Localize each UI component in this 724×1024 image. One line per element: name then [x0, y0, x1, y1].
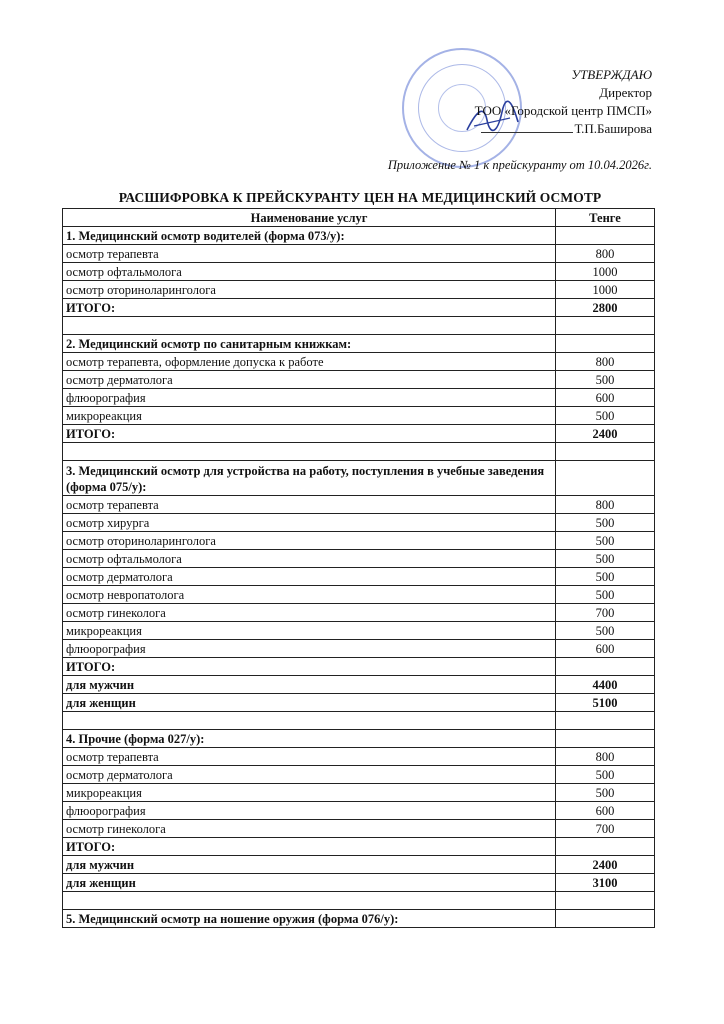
table-row	[63, 532, 655, 550]
service-name-cell: для мужчин	[63, 856, 556, 874]
price-cell: 600	[556, 802, 655, 820]
service-name-cell: для женщин	[63, 874, 556, 892]
table-row	[63, 335, 655, 353]
approval-signatory: Т.П.Баширова	[574, 121, 652, 136]
price-cell: 1000	[556, 281, 655, 299]
price-cell: 800	[556, 496, 655, 514]
column-header-price: Тенге	[556, 209, 655, 227]
price-cell	[556, 712, 655, 730]
price-cell: 500	[556, 407, 655, 425]
service-name-cell: осмотр дерматолога	[63, 371, 556, 389]
service-name-cell: микрореакция	[63, 784, 556, 802]
table-row	[63, 712, 655, 730]
price-cell: 800	[556, 748, 655, 766]
table-row	[63, 730, 655, 748]
price-cell: 500	[556, 514, 655, 532]
table-row	[63, 694, 655, 712]
price-cell	[556, 658, 655, 676]
table-row	[63, 640, 655, 658]
approval-position: Директор	[599, 85, 652, 100]
table-row	[63, 568, 655, 586]
table-row	[63, 550, 655, 568]
price-cell: 700	[556, 604, 655, 622]
service-name-cell	[63, 712, 556, 730]
price-cell	[556, 227, 655, 245]
price-cell: 3100	[556, 874, 655, 892]
table-header-row	[63, 209, 655, 227]
column-header-name: Наименование услуг	[63, 209, 556, 227]
service-name-cell: микрореакция	[63, 622, 556, 640]
price-cell: 2800	[556, 299, 655, 317]
table-row	[63, 892, 655, 910]
price-cell: 2400	[556, 425, 655, 443]
service-name-cell: осмотр офтальмолога	[63, 550, 556, 568]
service-name-cell: флюорография	[63, 802, 556, 820]
table-row	[63, 263, 655, 281]
service-name-cell: 1. Медицинский осмотр водителей (форма 073/у):	[63, 227, 556, 245]
service-name-cell: для женщин	[63, 694, 556, 712]
price-cell: 500	[556, 550, 655, 568]
service-name-cell: ИТОГО:	[63, 425, 556, 443]
service-name-cell: 4. Прочие (форма 027/у):	[63, 730, 556, 748]
table-row	[63, 910, 655, 928]
service-name-cell: флюорография	[63, 640, 556, 658]
table-row	[63, 407, 655, 425]
service-name-cell: осмотр офтальмолога	[63, 263, 556, 281]
price-cell	[556, 335, 655, 353]
table-row	[63, 586, 655, 604]
price-cell: 5100	[556, 694, 655, 712]
price-cell: 600	[556, 389, 655, 407]
table-row	[63, 245, 655, 263]
price-cell	[556, 910, 655, 928]
service-name-cell: ИТОГО:	[63, 299, 556, 317]
service-name-cell	[63, 892, 556, 910]
table-row	[63, 299, 655, 317]
price-cell	[556, 838, 655, 856]
table-row	[63, 874, 655, 892]
price-cell	[556, 730, 655, 748]
service-name-cell: 3. Медицинский осмотр для устройства на работу, поступления в учебные заведения (форма 075/у):	[63, 461, 556, 496]
price-table	[62, 208, 655, 928]
table-row	[63, 766, 655, 784]
service-name-cell: осмотр гинеколога	[63, 820, 556, 838]
price-cell: 500	[556, 532, 655, 550]
service-name-cell: осмотр дерматолога	[63, 568, 556, 586]
service-name-cell: осмотр невропатолога	[63, 586, 556, 604]
table-row	[63, 820, 655, 838]
table-row	[63, 604, 655, 622]
price-cell: 500	[556, 766, 655, 784]
table-row	[63, 676, 655, 694]
service-name-cell: осмотр хирурга	[63, 514, 556, 532]
table-row	[63, 802, 655, 820]
table-row	[63, 317, 655, 335]
service-name-cell: микрореакция	[63, 407, 556, 425]
service-name-cell: ИТОГО:	[63, 838, 556, 856]
service-name-cell: осмотр гинеколога	[63, 604, 556, 622]
service-name-cell: осмотр терапевта	[63, 245, 556, 263]
approval-signature-line	[481, 120, 652, 138]
service-name-cell: 2. Медицинский осмотр по санитарным книжкам:	[63, 335, 556, 353]
table-row	[63, 227, 655, 245]
table-row	[63, 622, 655, 640]
table-row	[63, 496, 655, 514]
price-cell: 600	[556, 640, 655, 658]
price-cell: 700	[556, 820, 655, 838]
approval-block	[475, 66, 652, 138]
price-cell: 2400	[556, 856, 655, 874]
service-name-cell: ИТОГО:	[63, 658, 556, 676]
document-title: РАСШИФРОВКА К ПРЕЙСКУРАНТУ ЦЕН НА МЕДИЦИНСКИЙ ОСМОТР	[118, 190, 602, 205]
approval-organization: ТОО «Городской центр ПМСП»	[474, 103, 652, 118]
price-table-body	[63, 227, 655, 928]
table-row	[63, 371, 655, 389]
table-row	[63, 856, 655, 874]
service-name-cell: осмотр оториноларинголога	[63, 281, 556, 299]
table-row	[63, 748, 655, 766]
appendix-note: Приложение № 1 к прейскуранту от 10.04.2026г.	[387, 158, 652, 172]
table-row	[63, 425, 655, 443]
price-cell	[556, 892, 655, 910]
price-cell: 500	[556, 622, 655, 640]
table-row	[63, 281, 655, 299]
price-cell	[556, 461, 655, 496]
table-row	[63, 353, 655, 371]
table-row	[63, 514, 655, 532]
table-row	[63, 838, 655, 856]
price-cell	[556, 317, 655, 335]
price-cell: 500	[556, 371, 655, 389]
service-name-cell	[63, 443, 556, 461]
price-cell: 800	[556, 353, 655, 371]
price-cell: 500	[556, 784, 655, 802]
table-row	[63, 658, 655, 676]
service-name-cell: осмотр оториноларинголога	[63, 532, 556, 550]
price-cell: 800	[556, 245, 655, 263]
service-name-cell: 5. Медицинский осмотр на ношение оружия (форма 076/у):	[63, 910, 556, 928]
service-name-cell: флюорография	[63, 389, 556, 407]
table-row	[63, 784, 655, 802]
service-name-cell	[63, 317, 556, 335]
table-row	[63, 461, 655, 496]
service-name-cell: осмотр терапевта	[63, 748, 556, 766]
price-cell: 500	[556, 568, 655, 586]
price-cell	[556, 443, 655, 461]
service-name-cell: для мужчин	[63, 676, 556, 694]
price-cell: 4400	[556, 676, 655, 694]
price-cell: 500	[556, 586, 655, 604]
table-row	[63, 389, 655, 407]
price-cell: 1000	[556, 263, 655, 281]
service-name-cell: осмотр терапевта	[63, 496, 556, 514]
service-name-cell: осмотр терапевта, оформление допуска к работе	[63, 353, 556, 371]
table-row	[63, 443, 655, 461]
service-name-cell: осмотр дерматолога	[63, 766, 556, 784]
approval-heading: УТВЕРЖДАЮ	[571, 67, 652, 82]
